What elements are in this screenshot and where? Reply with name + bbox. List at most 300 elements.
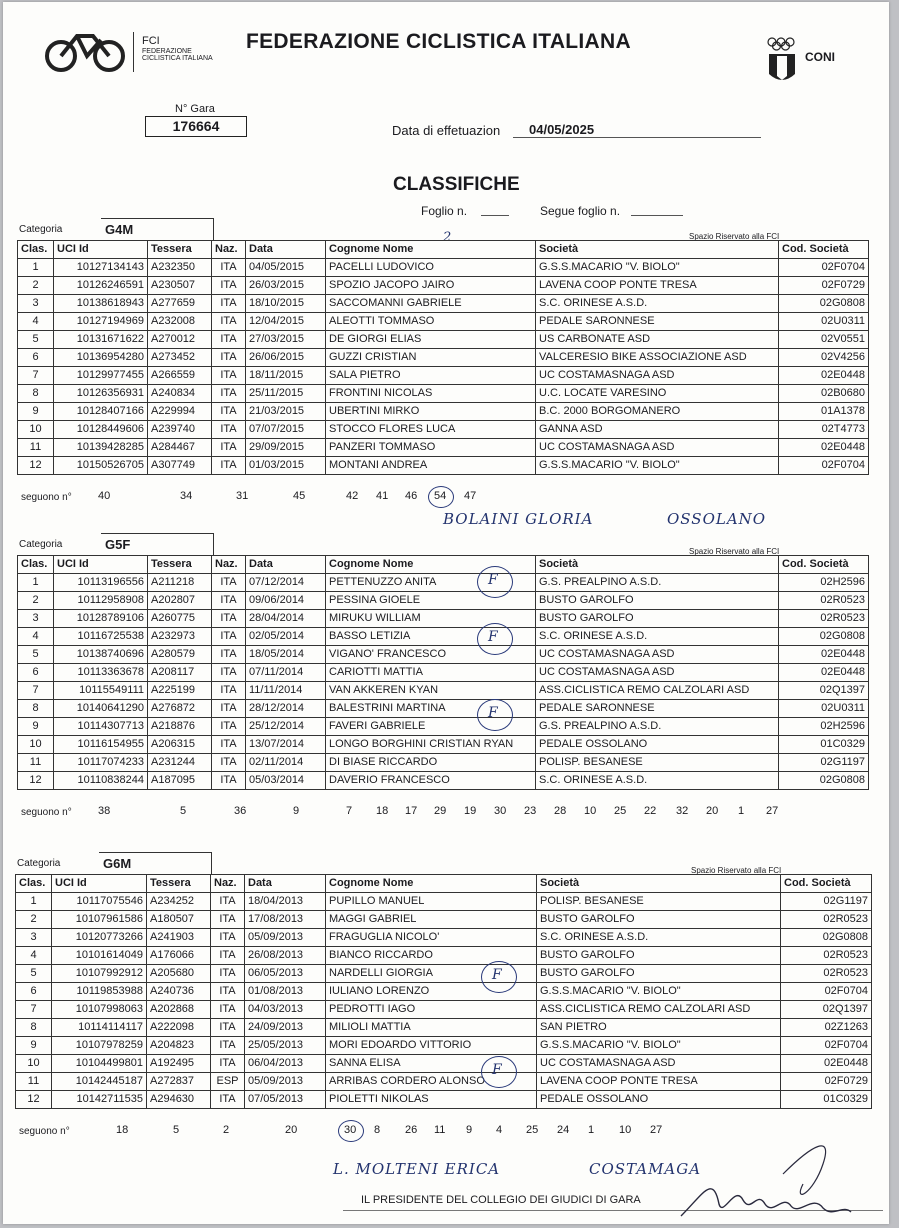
following-number: 54 xyxy=(434,490,447,502)
table-cell: PANZERI TOMMASO xyxy=(326,439,536,457)
female-mark-letter: F xyxy=(488,629,498,645)
table-cell: GUZZI CRISTIAN xyxy=(326,349,536,367)
table-cell: 10126356931 xyxy=(54,385,148,403)
table-cell: ITA xyxy=(212,331,246,349)
header-row xyxy=(16,875,872,893)
following-label: seguono n° xyxy=(21,492,72,503)
table-cell: 02G0808 xyxy=(779,772,869,790)
table-cell: A307749 xyxy=(148,457,212,475)
following-number: 5 xyxy=(180,805,187,817)
table-cell: ITA xyxy=(212,682,246,700)
table-row xyxy=(16,1073,872,1091)
table-cell: 02/05/2014 xyxy=(246,628,326,646)
table-cell: 9 xyxy=(18,403,54,421)
logo-divider xyxy=(133,32,134,72)
table-row xyxy=(16,983,872,1001)
column-header: Società xyxy=(536,556,779,574)
table-cell: LAVENA COOP PONTE TRESA xyxy=(537,1073,781,1091)
table-cell: SPOZIO JACOPO JAIRO xyxy=(326,277,536,295)
table-cell: PACELLI LUDOVICO xyxy=(326,259,536,277)
table-cell: ITA xyxy=(211,965,245,983)
table-cell: 24/09/2013 xyxy=(245,1019,326,1037)
table-cell: BUSTO GAROLFO xyxy=(536,592,779,610)
table-row xyxy=(18,646,869,664)
column-header: Società xyxy=(537,875,781,893)
table-cell: 10 xyxy=(16,1055,52,1073)
results-table xyxy=(17,555,869,790)
handwritten-note: L. MOLTENI ERICA xyxy=(333,1160,501,1178)
table-cell: A284467 xyxy=(148,439,212,457)
table-cell: US CARBONATE ASD xyxy=(536,331,779,349)
table-cell: PEDALE OSSOLANO xyxy=(537,1091,781,1109)
table-row xyxy=(18,421,869,439)
table-cell: 02E0448 xyxy=(779,646,869,664)
table-cell: 07/07/2015 xyxy=(246,421,326,439)
table-cell: G.S. PREALPINO A.S.D. xyxy=(536,718,779,736)
following-number: 17 xyxy=(405,805,418,817)
column-header: Cod. Società xyxy=(779,241,869,259)
table-cell: 10 xyxy=(18,736,54,754)
table-cell: 12/04/2015 xyxy=(246,313,326,331)
table-cell: 02Z1263 xyxy=(781,1019,872,1037)
table-cell: A231244 xyxy=(148,754,212,772)
following-number: 38 xyxy=(98,805,111,817)
table-cell: 02H2596 xyxy=(779,574,869,592)
table-cell: SAN PIETRO xyxy=(537,1019,781,1037)
race-date-field: 04/05/2025 xyxy=(513,122,761,138)
table-cell: 01C0329 xyxy=(779,736,869,754)
table-cell: 02F0729 xyxy=(781,1073,872,1091)
table-cell: ALEOTTI TOMMASO xyxy=(326,313,536,331)
table-cell: 18/05/2014 xyxy=(246,646,326,664)
table-cell: PEDALE SARONNESE xyxy=(536,700,779,718)
fci-subtitle: FEDERAZIONE CICLISTICA ITALIANA xyxy=(142,48,213,62)
following-number: 20 xyxy=(285,1124,298,1136)
table-cell: 3 xyxy=(18,610,54,628)
table-cell: 7 xyxy=(18,682,54,700)
following-number: 28 xyxy=(554,805,567,817)
female-mark-letter: F xyxy=(492,967,502,983)
table-cell: 17/08/2013 xyxy=(245,911,326,929)
table-cell: 28/04/2014 xyxy=(246,610,326,628)
table-cell: DE GIORGI ELIAS xyxy=(326,331,536,349)
table-cell: UC COSTAMASNAGA ASD xyxy=(536,439,779,457)
following-number: 20 xyxy=(706,805,719,817)
table-cell: ITA xyxy=(211,1037,245,1055)
table-cell: 8 xyxy=(18,385,54,403)
table-cell: 9 xyxy=(18,718,54,736)
table-cell: 10119853988 xyxy=(52,983,147,1001)
table-cell: A211218 xyxy=(148,574,212,592)
following-number: 10 xyxy=(619,1124,632,1136)
following-number: 8 xyxy=(374,1124,381,1136)
following-number: 18 xyxy=(376,805,389,817)
following-number: 23 xyxy=(524,805,537,817)
table-row xyxy=(18,772,869,790)
circled-mark xyxy=(428,486,454,508)
president-signature xyxy=(673,1134,873,1222)
table-cell: B.C. 2000 BORGOMANERO xyxy=(536,403,779,421)
table-cell: 02F0729 xyxy=(779,277,869,295)
table-cell: A241903 xyxy=(147,929,211,947)
table-cell: 5 xyxy=(16,965,52,983)
table-cell: 10113196556 xyxy=(54,574,148,592)
table-cell: ITA xyxy=(212,754,246,772)
following-label: seguono n° xyxy=(21,807,72,818)
table-cell: 07/11/2014 xyxy=(246,664,326,682)
table-cell: 07/12/2014 xyxy=(246,574,326,592)
table-cell: 02E0448 xyxy=(779,664,869,682)
table-row xyxy=(18,592,869,610)
following-number: 2 xyxy=(223,1124,230,1136)
table-cell: 29/09/2015 xyxy=(246,439,326,457)
table-cell: A260775 xyxy=(148,610,212,628)
table-cell: ITA xyxy=(212,295,246,313)
following-number: 7 xyxy=(346,805,353,817)
results-sheet xyxy=(3,2,889,1224)
table-cell: ITA xyxy=(211,1019,245,1037)
table-cell: 02H2596 xyxy=(779,718,869,736)
table-row xyxy=(18,349,869,367)
table-cell: 10107998063 xyxy=(52,1001,147,1019)
fci-reserved-label: Spazio Riservato alla FCI xyxy=(691,866,782,875)
following-number: 29 xyxy=(434,805,447,817)
table-cell: 02E0448 xyxy=(779,439,869,457)
table-cell: 10127194969 xyxy=(54,313,148,331)
table-cell: 8 xyxy=(16,1019,52,1037)
table-cell: 26/08/2013 xyxy=(245,947,326,965)
following-number: 1 xyxy=(738,805,745,817)
coni-wordmark: CONI xyxy=(805,50,835,64)
sheet-number-handwritten: 2 xyxy=(443,230,452,245)
race-date-label: Data di effetuazion xyxy=(392,123,501,138)
table-row xyxy=(18,610,869,628)
table-cell: G.S.S.MACARIO "V. BIOLO" xyxy=(537,983,781,1001)
following-number: 10 xyxy=(584,805,597,817)
table-cell: S.C. ORINESE A.S.D. xyxy=(536,295,779,313)
table-cell: ARRIBAS CORDERO ALONSO xyxy=(326,1073,537,1091)
table-cell: 02E0448 xyxy=(779,367,869,385)
table-row xyxy=(18,664,869,682)
table-cell: 02V4256 xyxy=(779,349,869,367)
table-cell: 02F0704 xyxy=(781,1037,872,1055)
table-cell: 10107992912 xyxy=(52,965,147,983)
results-table xyxy=(15,874,872,1109)
table-row xyxy=(16,893,872,911)
table-cell: 04/05/2015 xyxy=(246,259,326,277)
table-row xyxy=(18,754,869,772)
table-cell: ITA xyxy=(212,700,246,718)
column-header: Cod. Società xyxy=(779,556,869,574)
category-label: Categoria xyxy=(19,224,63,235)
table-cell: 02G1197 xyxy=(781,893,872,911)
table-cell: ITA xyxy=(212,421,246,439)
table-cell: 12 xyxy=(18,457,54,475)
table-cell: 10 xyxy=(18,421,54,439)
table-cell: ITA xyxy=(212,574,246,592)
header-row xyxy=(18,241,869,259)
table-cell: 6 xyxy=(18,664,54,682)
table-cell: 10136954280 xyxy=(54,349,148,367)
table-cell: SALA PIETRO xyxy=(326,367,536,385)
next-sheet-label: Segue foglio n. xyxy=(540,204,621,218)
table-cell: ASS.CICLISTICA REMO CALZOLARI ASD xyxy=(537,1001,781,1019)
following-number: 30 xyxy=(494,805,507,817)
table-cell: VALCERESIO BIKE ASSOCIAZIONE ASD xyxy=(536,349,779,367)
table-cell: 10113363678 xyxy=(54,664,148,682)
circled-mark xyxy=(338,1120,364,1142)
table-cell: 4 xyxy=(18,628,54,646)
table-cell: A276872 xyxy=(148,700,212,718)
table-cell: VAN AKKEREN KYAN xyxy=(326,682,536,700)
table-cell: MIRUKU WILLIAM xyxy=(326,610,536,628)
table-cell: 02G0808 xyxy=(779,295,869,313)
table-cell: 10117074233 xyxy=(54,754,148,772)
table-cell: ITA xyxy=(212,367,246,385)
following-number: 1 xyxy=(588,1124,595,1136)
table-cell: UC COSTAMASNAGA ASD xyxy=(537,1055,781,1073)
table-cell: 10126246591 xyxy=(54,277,148,295)
table-cell: A202807 xyxy=(148,592,212,610)
table-cell: POLISP. BESANESE xyxy=(536,754,779,772)
table-cell: 10117075546 xyxy=(52,893,147,911)
table-row xyxy=(16,911,872,929)
column-header: Clas. xyxy=(18,556,54,574)
fci-reserved-label: Spazio Riservato alla FCI xyxy=(689,547,780,556)
results-table xyxy=(17,240,869,475)
table-cell: UC COSTAMASNAGA ASD xyxy=(536,367,779,385)
table-cell: S.C. ORINESE A.S.D. xyxy=(536,628,779,646)
following-label: seguono n° xyxy=(19,1126,70,1137)
table-cell: ITA xyxy=(212,457,246,475)
table-cell: A222098 xyxy=(147,1019,211,1037)
table-cell: 02V0551 xyxy=(779,331,869,349)
column-header: Data xyxy=(245,875,326,893)
table-cell: 11 xyxy=(18,439,54,457)
table-cell: 4 xyxy=(18,313,54,331)
table-cell: 10110838244 xyxy=(54,772,148,790)
table-cell: 01/08/2013 xyxy=(245,983,326,1001)
table-cell: VIGANO' FRANCESCO xyxy=(326,646,536,664)
table-row xyxy=(18,313,869,331)
table-cell: 5 xyxy=(18,331,54,349)
table-row xyxy=(18,277,869,295)
table-cell: 25/05/2013 xyxy=(245,1037,326,1055)
table-cell: 3 xyxy=(16,929,52,947)
table-cell: A180507 xyxy=(147,911,211,929)
table-cell: A234252 xyxy=(147,893,211,911)
table-cell: 5 xyxy=(18,646,54,664)
table-cell: 02F0704 xyxy=(779,259,869,277)
column-header: Naz. xyxy=(211,875,245,893)
table-cell: BUSTO GAROLFO xyxy=(537,911,781,929)
table-cell: 05/09/2013 xyxy=(245,1073,326,1091)
table-cell: 02U0311 xyxy=(779,313,869,331)
following-number: 41 xyxy=(376,490,389,502)
table-cell: 02T4773 xyxy=(779,421,869,439)
table-cell: ITA xyxy=(212,628,246,646)
table-cell: 02U0311 xyxy=(779,700,869,718)
table-cell: 1 xyxy=(18,259,54,277)
table-cell: ITA xyxy=(212,592,246,610)
table-cell: 10128407166 xyxy=(54,403,148,421)
table-row xyxy=(18,457,869,475)
table-cell: PEDALE SARONNESE xyxy=(536,313,779,331)
table-cell: CARIOTTI MATTIA xyxy=(326,664,536,682)
table-cell: U.C. LOCATE VARESINO xyxy=(536,385,779,403)
table-cell: 10128789106 xyxy=(54,610,148,628)
table-cell: A230507 xyxy=(148,277,212,295)
table-cell: A280579 xyxy=(148,646,212,664)
following-number: 27 xyxy=(650,1124,663,1136)
table-cell: 7 xyxy=(18,367,54,385)
table-cell: 21/03/2015 xyxy=(246,403,326,421)
table-cell: ITA xyxy=(212,610,246,628)
table-cell: MILIOLI MATTIA xyxy=(326,1019,537,1037)
following-number: 25 xyxy=(526,1124,539,1136)
table-cell: 18/04/2013 xyxy=(245,893,326,911)
table-cell: PEDALE OSSOLANO xyxy=(536,736,779,754)
column-header: Data xyxy=(246,241,326,259)
table-cell: 10138740696 xyxy=(54,646,148,664)
table-cell: ITA xyxy=(212,736,246,754)
table-cell: 02Q1397 xyxy=(779,682,869,700)
table-cell: BALESTRINI MARTINA xyxy=(326,700,536,718)
table-cell: A232008 xyxy=(148,313,212,331)
table-cell: A208117 xyxy=(148,664,212,682)
table-cell: ITA xyxy=(212,718,246,736)
following-number: 40 xyxy=(98,490,111,502)
table-row xyxy=(18,385,869,403)
table-cell: 10131671622 xyxy=(54,331,148,349)
table-cell: 10139428285 xyxy=(54,439,148,457)
fci-wordmark: FCI xyxy=(142,35,160,47)
table-cell: ITA xyxy=(211,1001,245,1019)
handwritten-note: COSTAMAGA xyxy=(589,1160,702,1178)
table-cell: PIOLETTI NIKOLAS xyxy=(326,1091,537,1109)
table-cell: 10107978259 xyxy=(52,1037,147,1055)
table-row xyxy=(16,947,872,965)
table-cell: A202868 xyxy=(147,1001,211,1019)
table-cell: 02R0523 xyxy=(779,592,869,610)
table-cell: A205680 xyxy=(147,965,211,983)
table-cell: 01C0329 xyxy=(781,1091,872,1109)
table-cell: 18/10/2015 xyxy=(246,295,326,313)
table-cell: ITA xyxy=(212,772,246,790)
table-cell: BASSO LETIZIA xyxy=(326,628,536,646)
table-cell: 12 xyxy=(18,772,54,790)
table-cell: LAVENA COOP PONTE TRESA xyxy=(536,277,779,295)
table-cell: A176066 xyxy=(147,947,211,965)
table-cell: 2 xyxy=(18,277,54,295)
table-cell: A272837 xyxy=(147,1073,211,1091)
handwritten-note: BOLAINI GLORIA xyxy=(443,510,594,528)
table-cell: BUSTO GAROLFO xyxy=(537,965,781,983)
table-cell: ITA xyxy=(211,929,245,947)
table-cell: A229994 xyxy=(148,403,212,421)
table-cell: 10116154955 xyxy=(54,736,148,754)
table-cell: A273452 xyxy=(148,349,212,367)
table-row xyxy=(18,574,869,592)
table-cell: UC COSTAMASNAGA ASD xyxy=(536,646,779,664)
table-cell: 06/05/2013 xyxy=(245,965,326,983)
table-cell: PETTENUZZO ANITA xyxy=(326,574,536,592)
column-header: Clas. xyxy=(16,875,52,893)
table-cell: NARDELLI GIORGIA xyxy=(326,965,537,983)
table-cell: 10142445187 xyxy=(52,1073,147,1091)
table-cell: G.S.S.MACARIO "V. BIOLO" xyxy=(536,259,779,277)
table-cell: A232350 xyxy=(148,259,212,277)
following-number: 32 xyxy=(676,805,689,817)
table-cell: 26/03/2015 xyxy=(246,277,326,295)
table-cell: ITA xyxy=(212,439,246,457)
handwritten-note: OSSOLANO xyxy=(667,510,767,528)
table-cell: 02R0523 xyxy=(779,610,869,628)
table-cell: G.S.S.MACARIO "V. BIOLO" xyxy=(536,457,779,475)
table-cell: IULIANO LORENZO xyxy=(326,983,537,1001)
table-cell: MAGGI GABRIEL xyxy=(326,911,537,929)
table-cell: ITA xyxy=(212,259,246,277)
table-cell: ITA xyxy=(211,893,245,911)
table-row xyxy=(18,682,869,700)
following-number: 27 xyxy=(766,805,779,817)
table-cell: ITA xyxy=(212,277,246,295)
female-mark-letter: F xyxy=(492,1062,502,1078)
table-cell: A240834 xyxy=(148,385,212,403)
table-cell: 02E0448 xyxy=(781,1055,872,1073)
table-cell: 12 xyxy=(16,1091,52,1109)
table-cell: 06/04/2013 xyxy=(245,1055,326,1073)
table-cell: ITA xyxy=(212,349,246,367)
table-row xyxy=(16,1019,872,1037)
female-mark-letter: F xyxy=(488,705,498,721)
table-cell: ITA xyxy=(211,983,245,1001)
table-cell: 02G0808 xyxy=(781,929,872,947)
table-cell: 07/05/2013 xyxy=(245,1091,326,1109)
table-cell: LONGO BORGHINI CRISTIAN RYAN xyxy=(326,736,536,754)
table-cell: 02G0808 xyxy=(779,628,869,646)
column-header: Tessera xyxy=(148,241,212,259)
race-number-field: 176664 xyxy=(145,116,247,137)
table-row xyxy=(18,259,869,277)
following-number: 30 xyxy=(344,1124,357,1136)
table-row xyxy=(18,367,869,385)
table-cell: UBERTINI MIRKO xyxy=(326,403,536,421)
column-header: Cognome Nome xyxy=(326,241,536,259)
table-cell: 2 xyxy=(16,911,52,929)
table-cell: MORI EDOARDO VITTORIO xyxy=(326,1037,537,1055)
table-cell: 11/11/2014 xyxy=(246,682,326,700)
table-cell: 28/12/2014 xyxy=(246,700,326,718)
table-cell: A240736 xyxy=(147,983,211,1001)
table-cell: MONTANI ANDREA xyxy=(326,457,536,475)
table-cell: 11 xyxy=(18,754,54,772)
table-cell: 10101614049 xyxy=(52,947,147,965)
table-cell: 10129977455 xyxy=(54,367,148,385)
table-cell: PESSINA GIOELE xyxy=(326,592,536,610)
table-cell: 02G1197 xyxy=(779,754,869,772)
table-cell: ITA xyxy=(212,664,246,682)
sheet-number-label: Foglio n. xyxy=(421,204,468,218)
table-cell: 25/12/2014 xyxy=(246,718,326,736)
sheet-number-line xyxy=(481,215,509,216)
table-cell: 13/07/2014 xyxy=(246,736,326,754)
table-cell: BIANCO RICCARDO xyxy=(326,947,537,965)
column-header: UCI Id xyxy=(54,241,148,259)
table-cell: 10104499801 xyxy=(52,1055,147,1073)
following-number: 26 xyxy=(405,1124,418,1136)
table-cell: FRAGUGLIA NICOLO' xyxy=(326,929,537,947)
